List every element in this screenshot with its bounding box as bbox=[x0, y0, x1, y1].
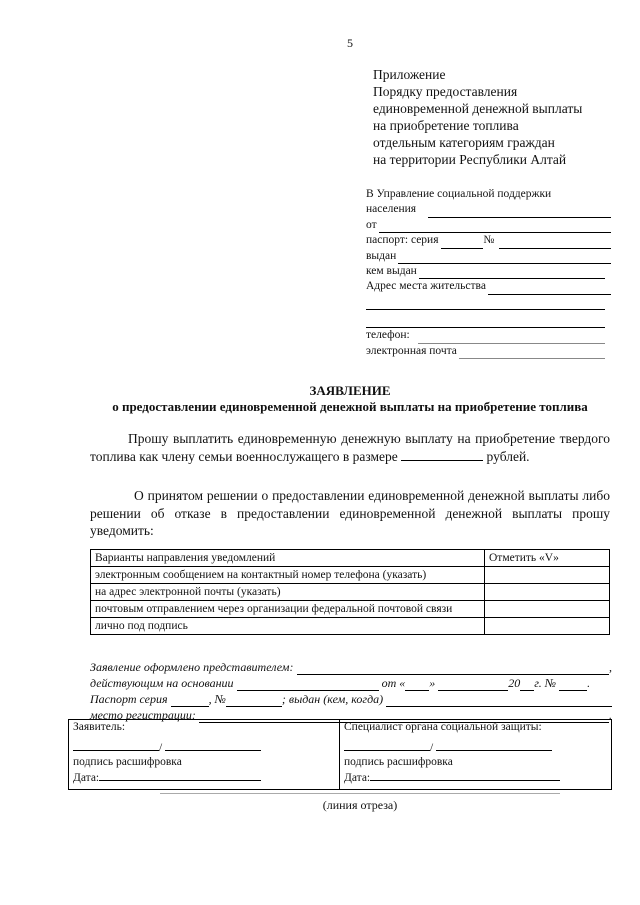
basis-date-open: от « bbox=[381, 676, 406, 690]
specialist-name-field[interactable] bbox=[436, 739, 552, 751]
appendix-block bbox=[373, 66, 582, 168]
request-text: Прошу выплатить единовременную денежную выплату на приобретение твердого топлива как члену семьи военнослужащего в размере bbox=[90, 431, 610, 464]
rep-passport-number-label: , № bbox=[208, 692, 226, 706]
passport-series-field[interactable] bbox=[441, 237, 483, 249]
applicant-date-label: Дата: bbox=[73, 772, 100, 784]
title-main: ЗАЯВЛЕНИЕ bbox=[309, 383, 391, 398]
appendix-line: отдельным категориям граждан bbox=[373, 135, 555, 150]
applicant-header: Заявитель: bbox=[73, 721, 126, 733]
representative-block: Заявление оформлено представителем: , действующим на основании от « » 20 г. № . Паспорт серия , № ; выдан (кем, когда) место регистрации: . bbox=[90, 660, 612, 722]
address-label: Адрес места жительства bbox=[366, 280, 486, 293]
addressee-population-label: населения bbox=[366, 203, 417, 216]
appendix-line: Приложение bbox=[373, 67, 446, 82]
notification-paragraph: О принятом решении о предоставлении единовременной денежной выплаты либо решении об отказе в предоставлении единовременной денежной выплаты прошу уведомить: bbox=[90, 488, 610, 538]
year-prefix: 20 bbox=[508, 676, 521, 690]
registration-label: место регистрации: bbox=[90, 708, 196, 722]
number-sign: № bbox=[483, 234, 495, 247]
representative-label: Заявление оформлено представителем: bbox=[90, 660, 294, 674]
appendix-line: на приобретение топлива bbox=[373, 118, 519, 133]
rubles-label: рублей. bbox=[486, 448, 530, 464]
phone-field[interactable] bbox=[418, 332, 605, 344]
option-mark-cell[interactable] bbox=[485, 618, 610, 635]
phone-label: телефон: bbox=[366, 329, 410, 342]
rep-passport-series-label: Паспорт серия bbox=[90, 692, 168, 706]
signature-table bbox=[68, 719, 612, 790]
cut-line bbox=[160, 793, 560, 794]
rep-issued-label: ; выдан (кем, когда) bbox=[281, 692, 384, 706]
title-subtitle: о предоставлении единовременной денежной выплаты на приобретение топлива bbox=[112, 399, 588, 414]
day-field[interactable] bbox=[405, 678, 429, 691]
page-number: 5 bbox=[347, 36, 353, 50]
rep-issued-field[interactable] bbox=[386, 694, 612, 707]
month-field[interactable] bbox=[438, 678, 508, 691]
request-paragraph bbox=[90, 430, 610, 465]
address-field[interactable] bbox=[488, 283, 611, 295]
from-label: от bbox=[366, 218, 377, 231]
cut-line-label: (линия отреза) bbox=[322, 798, 398, 812]
year-field[interactable] bbox=[520, 678, 534, 691]
email-field[interactable] bbox=[459, 347, 605, 359]
from-field[interactable] bbox=[379, 221, 611, 233]
appendix-line: единовременной денежной выплаты bbox=[373, 101, 583, 116]
specialist-date-field[interactable] bbox=[370, 769, 560, 781]
table-row bbox=[91, 618, 610, 635]
issued-by-field[interactable] bbox=[419, 267, 605, 279]
table-row bbox=[91, 601, 610, 618]
issued-by-label: кем выдан bbox=[366, 264, 417, 277]
table-header-cell: Варианты направления уведомлений bbox=[91, 550, 485, 567]
table-header-cell: Отметить «V» bbox=[485, 550, 610, 567]
option-label: на адрес электронной почты (указать) bbox=[91, 584, 485, 601]
specialist-signature-field[interactable] bbox=[344, 739, 430, 751]
specialist-cell: Специалист органа социальной защиты: / подпись расшифровка Дата: bbox=[340, 720, 612, 790]
address-field-2[interactable] bbox=[366, 298, 605, 310]
basis-field[interactable] bbox=[237, 678, 379, 691]
option-mark-cell[interactable] bbox=[485, 601, 610, 618]
applicant-cell: Заявитель: / подпись расшифровка Дата: bbox=[69, 720, 340, 790]
appendix-line: на территории Республики Алтай bbox=[373, 152, 567, 167]
applicant-sign-caption: подпись расшифровка bbox=[73, 756, 182, 768]
applicant-date-field[interactable] bbox=[99, 769, 261, 781]
specialist-date-label: Дата: bbox=[344, 772, 371, 784]
table-row bbox=[91, 567, 610, 584]
rep-passport-number-field[interactable] bbox=[226, 694, 282, 707]
table-header-row bbox=[91, 550, 610, 567]
email-label: электронная почта bbox=[366, 344, 457, 357]
appendix-line: Порядку предоставления bbox=[373, 84, 518, 99]
notification-options-table bbox=[90, 549, 610, 635]
basis-number-label: г. № bbox=[534, 676, 557, 690]
specialist-header: Специалист органа социальной защиты: bbox=[344, 721, 542, 733]
applicant-name-field[interactable] bbox=[165, 739, 261, 751]
option-label: электронным сообщением на контактный номер телефона (указать) bbox=[91, 567, 485, 584]
basis-date-close: » bbox=[429, 676, 436, 690]
option-mark-cell[interactable] bbox=[485, 567, 610, 584]
issued-label: выдан bbox=[366, 249, 397, 262]
option-mark-cell[interactable] bbox=[485, 584, 610, 601]
rep-passport-series-field[interactable] bbox=[171, 694, 209, 707]
passport-number-field[interactable] bbox=[499, 237, 611, 249]
issued-field[interactable] bbox=[398, 252, 611, 264]
table-row bbox=[91, 584, 610, 601]
option-label: лично под подпись bbox=[91, 618, 485, 635]
representative-field[interactable] bbox=[297, 662, 609, 675]
basis-label: действующим на основании bbox=[90, 676, 234, 690]
option-label: почтовым отправлением через организации федеральной почтовой связи bbox=[91, 601, 485, 618]
addressee-line1: В Управление социальной поддержки bbox=[366, 187, 552, 200]
basis-number-field[interactable] bbox=[559, 678, 587, 691]
passport-series-label: паспорт: серия bbox=[366, 234, 439, 247]
document-title bbox=[60, 383, 640, 415]
addressee-block bbox=[366, 187, 611, 359]
specialist-sign-caption: подпись расшифровка bbox=[344, 756, 453, 768]
amount-field[interactable] bbox=[401, 460, 483, 461]
applicant-signature-field[interactable] bbox=[73, 739, 159, 751]
address-field-3[interactable] bbox=[366, 316, 605, 328]
population-field[interactable] bbox=[428, 206, 611, 218]
